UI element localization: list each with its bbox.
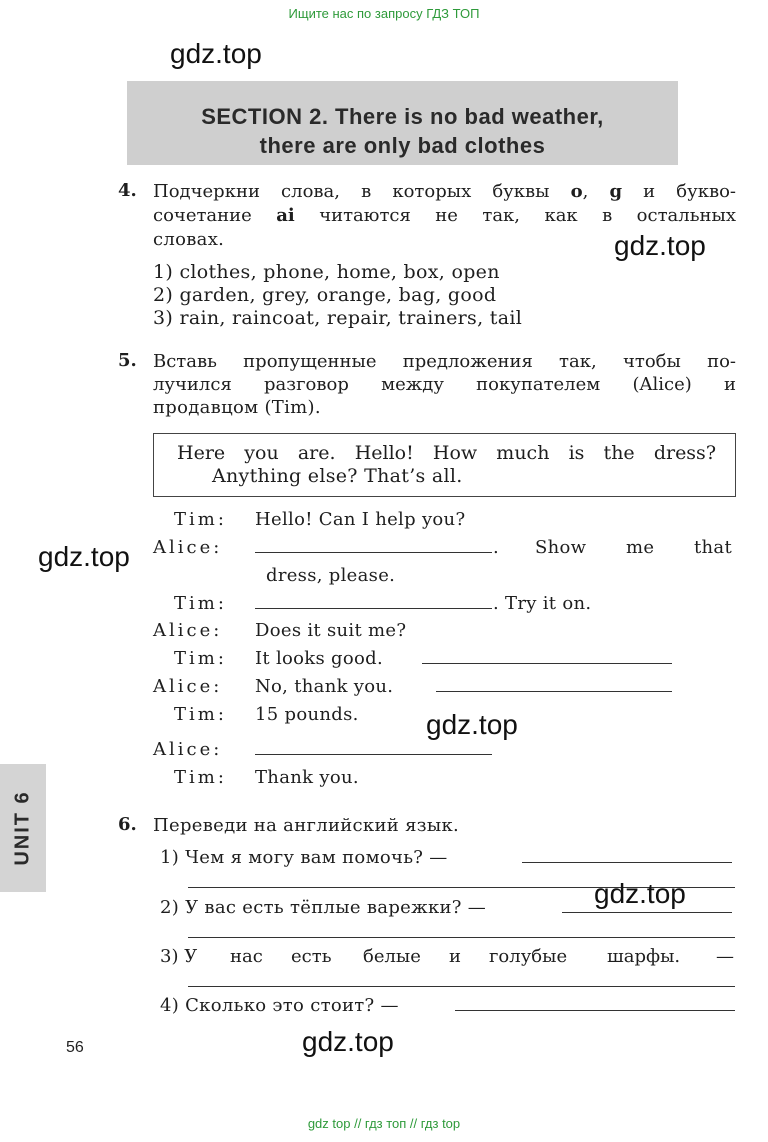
speaker-tim: Tim: — [174, 767, 227, 788]
section-heading — [127, 81, 678, 165]
watermark: gdz.top — [170, 38, 262, 69]
q3-word: — — [716, 946, 734, 967]
exercise-4-item-2: 2) garden, grey, orange, bag, good — [153, 284, 497, 306]
section-heading-line-1: SECTION 2. There is no bad weather, — [201, 104, 604, 129]
phrase-box-line-2: Anything else? That’s all. — [212, 465, 463, 487]
dialogue-line: No, thank you. — [255, 676, 394, 697]
answer-blank[interactable] — [255, 754, 492, 755]
unit-label: UNIT 6 — [11, 790, 34, 866]
answer-line[interactable] — [188, 986, 735, 987]
answer-blank[interactable] — [436, 691, 672, 692]
exercise-4-number: 4. — [118, 180, 137, 201]
instr-text: читаются не так, как в остальных — [294, 205, 736, 226]
dialogue-line: Hello! Can I help you? — [255, 509, 466, 530]
q3-word: нас — [230, 946, 263, 967]
instr-text: и букво- — [622, 181, 736, 202]
instr-text: сочетание — [153, 205, 277, 226]
speaker-tim: Tim: — [174, 509, 227, 530]
phrase-box-line-1: Here you are. Hello! How much is the dress? — [177, 442, 716, 464]
answer-blank[interactable] — [522, 862, 732, 863]
answer-blank[interactable] — [422, 663, 672, 664]
answer-blank[interactable] — [255, 552, 492, 553]
speaker-tim: Tim: — [174, 704, 227, 725]
q3-word: голубые — [489, 946, 568, 967]
q3-word: есть — [291, 946, 332, 967]
q3-word: шарфы. — [607, 946, 681, 967]
speaker-alice: Alice: — [153, 537, 223, 558]
letter-g: g — [609, 181, 623, 202]
exercise-4-item-3: 3) rain, raincoat, repair, trainers, tail — [153, 307, 523, 329]
exercise-6-question-1: 1) Чем я могу вам помочь? — — [160, 847, 448, 868]
watermark: gdz.top — [38, 541, 130, 572]
speaker-tim: Tim: — [174, 593, 227, 614]
dialogue-line: 15 pounds. — [255, 704, 359, 725]
exercise-5-number: 5. — [118, 350, 137, 371]
exercise-6-number: 6. — [118, 814, 137, 835]
watermark: gdz.top — [426, 709, 518, 740]
q3-word: белые — [363, 946, 421, 967]
q3-word: и — [449, 946, 461, 967]
watermark: gdz.top — [302, 1026, 394, 1057]
exercise-4-instruction-line — [153, 204, 736, 227]
dialogue-line: . Try it on. — [493, 593, 592, 614]
instr-text: словах. — [153, 229, 225, 250]
exercise-4-item-1: 1) clothes, phone, home, box, open — [153, 261, 500, 283]
speaker-alice: Alice: — [153, 739, 223, 760]
exercise-6-question-2: 2) У вас есть тёплые варежки? — — [160, 897, 487, 918]
dialogue-line: dress, please. — [266, 565, 396, 586]
instr-text: Подчеркни слова, в которых буквы — [153, 181, 571, 202]
dialogue-line: Does it suit me? — [255, 620, 407, 641]
q3-word: 3) У — [160, 946, 198, 967]
exercise-6-instruction: Переведи на английский язык. — [153, 815, 460, 836]
speaker-alice: Alice: — [153, 676, 223, 697]
dialogue-line: . — [493, 537, 500, 558]
answer-blank[interactable] — [455, 1010, 735, 1011]
exercise-4-instruction-line — [153, 180, 736, 203]
answer-blank[interactable] — [255, 608, 492, 609]
dialogue-line: me — [626, 537, 655, 558]
section-heading-line-2: there are only bad clothes — [259, 133, 546, 158]
speaker-tim: Tim: — [174, 648, 227, 669]
watermark: gdz.top — [614, 230, 706, 261]
dialogue-line: Show — [535, 537, 587, 558]
letters-ai: ai — [276, 205, 295, 226]
exercise-5-instruction-line: Вставь пропущенные предложения так, чтобы по- — [153, 351, 736, 372]
dialogue-line: that — [694, 537, 732, 558]
letter-o: o — [570, 181, 583, 202]
instr-text: , — [582, 181, 610, 202]
answer-line[interactable] — [188, 937, 735, 938]
exercise-5-instruction-line: продавцом (Tim). — [153, 397, 321, 418]
exercise-5-instruction-line: лучился разговор между покупателем (Alice) и — [153, 374, 736, 395]
top-banner[interactable]: Ищите нас по запросу ГДЗ ТОП — [288, 6, 480, 21]
watermark: gdz.top — [594, 878, 686, 909]
exercise-4-instruction-line — [153, 228, 224, 251]
speaker-alice: Alice: — [153, 620, 223, 641]
page-number: 56 — [66, 1039, 84, 1056]
bottom-banner[interactable]: gdz top // гдз топ // гдз top — [307, 1116, 461, 1131]
exercise-6-question-4: 4) Сколько это стоит? — — [160, 995, 399, 1016]
dialogue-line: It looks good. — [255, 648, 384, 669]
exercise-6-question-3 — [160, 945, 736, 968]
dialogue-line: Thank you. — [255, 767, 359, 788]
answer-blank[interactable] — [562, 912, 732, 913]
